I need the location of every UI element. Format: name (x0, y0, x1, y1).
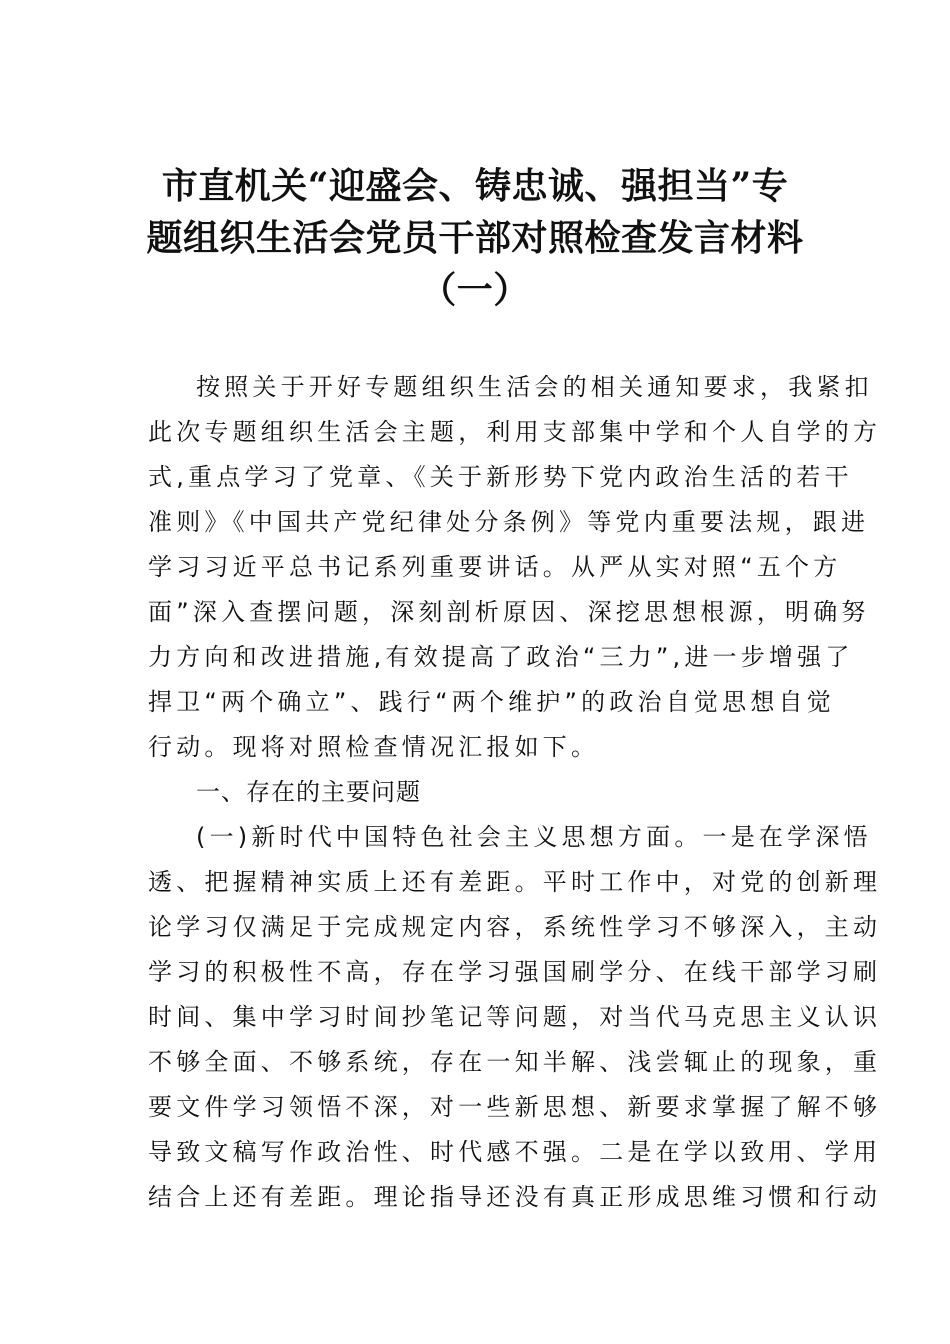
text-line: 行动。现将对照检查情况汇报如下。 (148, 733, 600, 761)
section-heading: 一、存在的主要问题 (196, 778, 421, 806)
section-paragraph (148, 815, 882, 1220)
text-line: 按照关于开好专题组织生活会的相关通知要求，我紧扣 (196, 373, 873, 401)
text-line: 此次专题组织生活会主题，利用支部集中学和个人自学的方 (148, 418, 882, 446)
text-line: 要文件学习领悟不深，对一些新思想、新要求掌握了解不够 (148, 1093, 882, 1121)
text-line: 式,重点学习了党章、《关于新形势下党内政治生活的若干 (148, 463, 853, 491)
text-line: 准则》《中国共产党纪律处分条例》等党内重要法规，跟进 (148, 508, 870, 536)
text-line: 力方向和改进措施,有效提高了政治“三力”,进一步增强了 (148, 643, 854, 671)
text-line: 结合上还有差距。理论指导还没有真正形成思维习惯和行动 (148, 1183, 882, 1211)
text-line: 学习习近平总书记系列重要讲话。从严从实对照“五个方 (148, 553, 842, 581)
document-title (140, 160, 810, 316)
text-line: 时间、集中学习时间抄笔记等问题，对当代马克思主义认识 (148, 1003, 882, 1031)
text-line: 学习的积极性不高，存在学习强国刷学分、在线干部学习刷 (148, 958, 882, 986)
text-line: 面”深入查摆问题，深刻剖析原因、深挖思想根源，明确努 (148, 598, 870, 626)
text-line: 捍卫“两个确立”、践行“两个维护”的政治自觉思想自觉 (148, 688, 835, 716)
document-body (148, 365, 882, 1220)
title-line: 题组织生活会党员干部对照检查发言材料 (146, 217, 804, 259)
intro-paragraph (148, 365, 882, 770)
text-line: 导致文稿写作政治性、时代感不强。二是在学以致用、学用 (148, 1138, 882, 1166)
text-line: 论学习仅满足于完成规定内容，系统性学习不够深入，主动 (148, 913, 882, 941)
title-line: 市直机关“迎盛会、铸忠诚、强担当”专 (161, 165, 789, 207)
text-line: 不够全面、不够系统，存在一知半解、浅尝辄止的现象，重 (148, 1048, 882, 1076)
title-line: （一） (420, 269, 530, 311)
text-line: (一)新时代中国特色社会主义思想方面。一是在学深悟 (196, 823, 872, 851)
text-line: 透、把握精神实质上还有差距。平时工作中，对党的创新理 (148, 868, 882, 896)
